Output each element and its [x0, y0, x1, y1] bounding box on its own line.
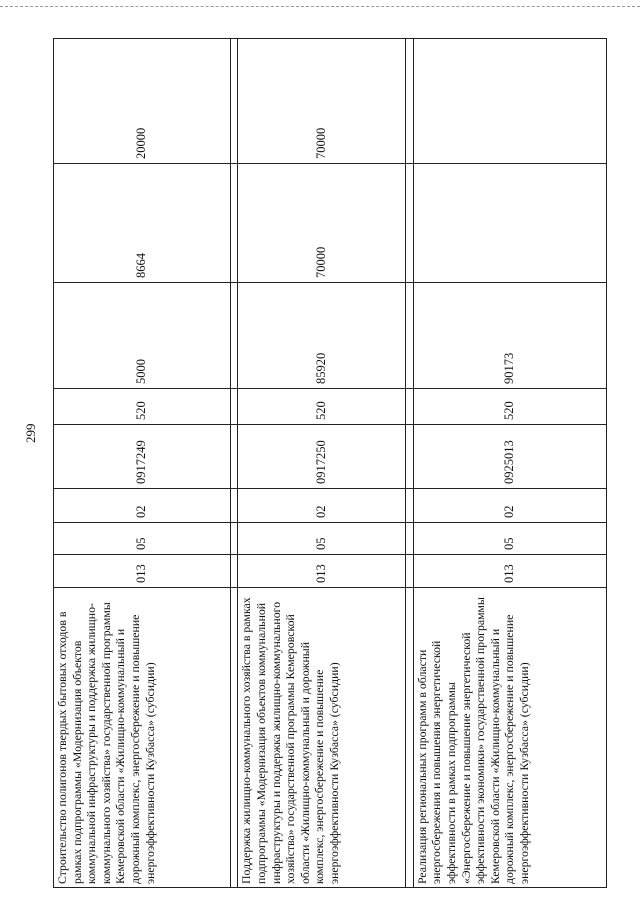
expense-type-cell: 520 — [238, 389, 406, 425]
row-separator — [230, 39, 238, 888]
row-name-cell: Реализация региональных программ в области энергосбережения и повышения энергетической эффективности в рамках подпрограммы «Энергосбережение и повышение энергетической эффективности экономики» государственной программы Кемеровской области «Жилищно-коммунальный и дорожный комплекс, энергосбережение и повышение энергоэффективности Кузбасса» (субсидии) — [413, 588, 606, 888]
table-row — [54, 39, 231, 888]
amount-cell-3: 20000 — [54, 39, 231, 164]
row-name-cell: Поддержка жилищно-коммунального хозяйства в рамках подпрограммы «Модернизация объектов коммунальной инфраструктуры и поддержка жилищно-коммунального хозяйства» государственной программы Кемеровской области «Жилищно-коммунальный и дорожный комплекс, энергосбережение и повышение энергоэффективности Кузбасса» (субсидии) — [238, 588, 406, 888]
amount-cell-1: 85920 — [238, 283, 406, 389]
amount-cell-1: 90173 — [413, 283, 606, 389]
row-separator — [406, 39, 414, 888]
target-article-cell: 0917249 — [54, 425, 231, 489]
target-article-cell: 0917250 — [238, 425, 406, 489]
expense-type-cell: 520 — [413, 389, 606, 425]
ministry-code-cell: 013 — [238, 555, 406, 588]
budget-table-rotated — [53, 39, 607, 888]
amount-cell-2: 8664 — [54, 164, 231, 283]
expense-type-cell: 520 — [54, 389, 231, 425]
target-article-cell: 0925013 — [413, 425, 606, 489]
table-row — [238, 39, 406, 888]
section-code-cell: 05 — [413, 523, 606, 555]
amount-cell-1: 5000 — [54, 283, 231, 389]
subsection-code-cell: 02 — [413, 489, 606, 523]
table-row — [413, 39, 606, 888]
amount-cell-2 — [413, 164, 606, 283]
ministry-code-cell: 013 — [54, 555, 231, 588]
row-name-cell: Строительство полигонов твердых бытовых отходов в рамках подпрограммы «Модернизация объектов коммунальной инфраструктуры и поддержка жилищно-коммунального хозяйства» государственной программы Кемеровской области «Жилищно-коммунальный и дорожный комплекс, энергосбережение и повышение энергоэффективности Кузбасса» (субсидии) — [54, 588, 231, 888]
subsection-code-cell: 02 — [238, 489, 406, 523]
top-dashed-rule — [0, 6, 640, 7]
budget-table — [53, 38, 607, 888]
amount-cell-3 — [413, 39, 606, 164]
amount-cell-2: 70000 — [238, 164, 406, 283]
page-number: 299 — [23, 423, 38, 443]
amount-cell-3: 70000 — [238, 39, 406, 164]
section-code-cell: 05 — [238, 523, 406, 555]
subsection-code-cell: 02 — [54, 489, 231, 523]
ministry-code-cell: 013 — [413, 555, 606, 588]
section-code-cell: 05 — [54, 523, 231, 555]
